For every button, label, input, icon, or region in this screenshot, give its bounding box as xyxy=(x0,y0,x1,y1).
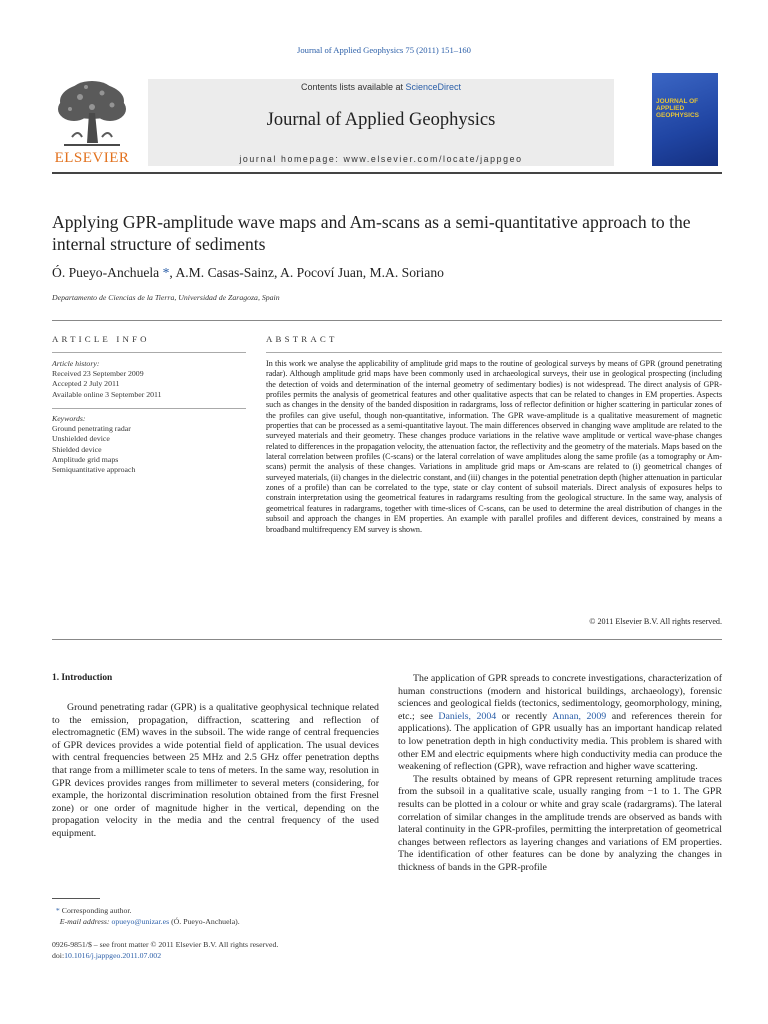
accepted-date: Accepted 2 July 2011 xyxy=(52,379,120,389)
keyword: Unshielded device xyxy=(52,434,110,444)
journal-cover-image xyxy=(652,73,718,166)
front-matter-line: 0926-9851/$ – see front matter © 2011 Elsevier B.V. All rights reserved. xyxy=(52,940,279,949)
email-suffix: (Ó. Pueyo-Anchuela). xyxy=(169,916,240,926)
first-author: Ó. Pueyo-Anchuela xyxy=(52,265,160,280)
keywords-block xyxy=(52,414,246,475)
abstract-sub-divider xyxy=(266,352,722,353)
article-info-heading: ARTICLE INFO xyxy=(52,334,150,344)
citation-link[interactable]: Annan, 2009 xyxy=(552,710,607,722)
sciencedirect-link[interactable]: ScienceDirect xyxy=(405,82,462,92)
info-divider xyxy=(52,320,722,321)
contents-line xyxy=(148,82,614,92)
doi-label: doi: xyxy=(52,950,65,960)
keyword: Ground penetrating radar xyxy=(52,424,131,434)
footnote-mark[interactable]: * xyxy=(55,906,60,915)
paragraph-text: and references therein for applications). The application of GPR usually has an important handicap related to low penetration depth in high conductivity media. This problem is shared with other EM and electric equipments where high conductivity media can produce the weakening of reflection (GPR), wave refraction and higher wave scattering. xyxy=(398,710,722,773)
other-authors: , A.M. Casas-Sainz, A. Pocoví Juan, M.A. Soriano xyxy=(169,265,444,280)
contents-prefix: Contents lists available at xyxy=(300,82,406,92)
intro-paragraph xyxy=(398,673,722,774)
info-sub-divider xyxy=(52,352,246,353)
abstract-heading: ABSTRACT xyxy=(266,334,338,344)
doi-link[interactable]: 10.1016/j.jappgeo.2011.07.002 xyxy=(64,950,162,960)
article-history xyxy=(52,359,246,400)
paragraph-text: or recently xyxy=(496,710,553,722)
footnote-email-line xyxy=(52,917,379,928)
intro-column-right xyxy=(398,673,722,875)
affiliation: Departamento de Ciencias de la Tierra, Universidad de Zaragoza, Spain xyxy=(52,293,280,302)
footnote-line xyxy=(52,906,379,917)
journal-reference[interactable]: Journal of Applied Geophysics 75 (2011) 151–160 xyxy=(297,45,471,55)
journal-title: Journal of Applied Geophysics xyxy=(266,110,496,130)
abstract-copyright: © 2011 Elsevier B.V. All rights reserved. xyxy=(589,617,722,626)
section-heading-introduction: 1. Introduction xyxy=(52,673,113,683)
abstract-bottom-divider xyxy=(52,639,722,640)
email-link[interactable]: opueyo@unizar.es xyxy=(111,916,170,926)
issn-block xyxy=(52,940,379,961)
online-date: Available online 3 September 2011 xyxy=(52,389,162,399)
header-divider xyxy=(52,172,722,174)
article-title: Applying GPR-amplitude wave maps and Am-scans as a semi-quantitative approach to the internal structure of sediments xyxy=(52,212,691,254)
intro-paragraph: The results obtained by means of GPR represent returning amplitude traces from the subsoil in a qualitative scale, usually ranging from −1 to 1. The GPR results can be plotted in a colour or white and gray scale (radargrams). The lateral correlation of similar changes in the amplitude trends are observed as bands with lateral continuity in the GPR-profiles, permitting the interpretation of geometrical changes between reflectors as layering changes and variations of EM properties. The identification of other features can be done by analyzing the changes in thickness of bands in the GPR-profile xyxy=(398,773,722,873)
footnote-divider xyxy=(52,898,100,899)
keywords-divider xyxy=(52,408,246,409)
email-label: E-mail address: xyxy=(59,916,112,926)
received-date: Received 23 September 2009 xyxy=(52,369,144,379)
paragraph-text: The application of GPR spreads to concrete investigations, characterization of human constructions (modern and historical buildings, archaeology), forensic sciences and geological fields (tectonics, sedimentology, geomorphology, mining, etc.; see xyxy=(398,673,722,722)
keyword: Semiquantitative approach xyxy=(52,465,136,475)
tree-icon xyxy=(52,79,132,149)
journal-cover-title: JOURNAL OF APPLIED GEOPHYSICS xyxy=(656,98,699,119)
abstract-text: In this work we analyse the applicability of amplitude grid maps to the routine of geological surveys by means of GPR (ground penetrating radar). Although amplitude grid maps have been commonly used in archaeological surveys, their use in geological prospecting (including the detection of voids and determination of the internal geometry of sedimentary bodies) is not widespread. The direct analysis of GPR-profiles permits the analysis of geometrical features and other qualitative aspects that can be related to changes in EM properties. Aspects such as changes in the density of the banded disposition in radargrams, loss of reflector definition or higher scattering in particular zones of the profiles can give useful, though non-quantitative, information. The GPR wave-amplitude is a qualitative measurement of magnetic properties that can be processed as a semi-quantitative layout. The main differences observed in changing wave amplitude are related to the surveyed materials and their geometry. These changes produce variations in the relative wave amplitude or vertical wave-phase changes related to differences in the propagation velocity, the attenuation factor, the reflectivity and the geometry of the materials. Maps based on the lateral correlation between profiles (C-scans) or the lateral correlation of wave amplitudes along the same profile (as a tomography or Am-scans) permit the analysis of these changes. Variations in amplitude grid maps or Am-scans are related to (i) geometrical changes of surveyed materials, (ii) changes in the dielectric constant, and (iii) changes in the potential penetration depth (higher attenuation in particular zones of a profile) than can be correlated to the type, state or clay content of subsoil materials. Direct analysis of exposures helps to constrain interpretation using the geometrical features in radargrams resulting from the geological structure. In the same way, analysis of geometrical features in radargrams, together with time-slices of C-scans, can be used to determine the areal distribution of changes in the subsoil and approach the changes in EM properties. An example with parallel profiles and different devices, constrained by means a broadband multifrequency EM survey is shown. xyxy=(266,359,723,534)
history-label: Article history: xyxy=(52,359,100,368)
citation-link[interactable]: Daniels, 2004 xyxy=(438,710,497,722)
keyword: Amplitude grid maps xyxy=(52,454,119,464)
corresponding-author-footnote xyxy=(52,906,379,927)
author-list xyxy=(52,265,742,281)
corresponding-author-mark[interactable]: * xyxy=(162,265,170,280)
doi-line xyxy=(52,951,379,962)
keywords-label: Keywords: xyxy=(52,414,86,423)
footnote-label: Corresponding author. xyxy=(59,906,132,915)
keyword: Shielded device xyxy=(52,444,102,454)
elsevier-wordmark: ELSEVIER xyxy=(54,150,130,166)
intro-paragraph-left: Ground penetrating radar (GPR) is a qualitative geophysical technique related to the emission, propagation, diffraction, scattering and reflection of electromagnetic (EM) waves in the subsoil. The wide range of central frequencies of GPR devices provides a wide potential field of application. The usual devices with central frequencies between 25 MHz and 2.5 GHz offer penetration depths that range from a millimeter scale to tens of meters. In the same way, resolution in GPR devices provides ranges from millimeter to several meters (considering, for example, the horizontal discrimination resolution obtained from the first Fresnel zone) or one order of magnitude higher in the vertical, depending on the propagation velocity in the media and the central frequency of the used equipment. xyxy=(52,702,379,839)
journal-homepage[interactable]: journal homepage: www.elsevier.com/locate/jappgeo xyxy=(239,154,523,164)
